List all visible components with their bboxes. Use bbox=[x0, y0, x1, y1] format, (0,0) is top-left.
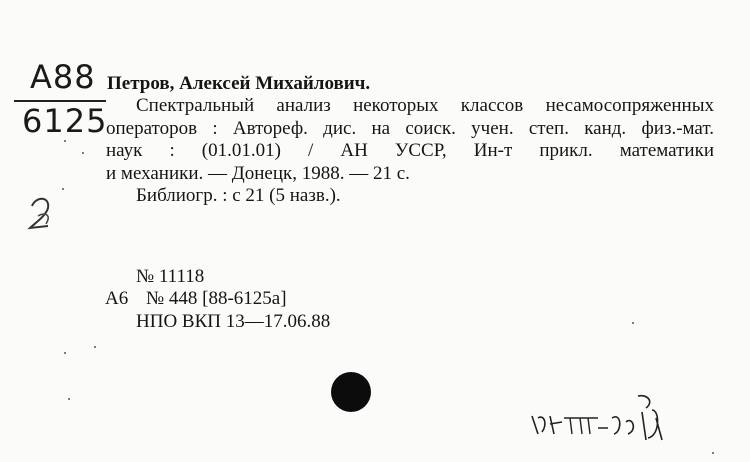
a6-entry: № 448 [88-6125а] bbox=[146, 288, 287, 309]
title-line-3: наук : (01.01.01) / АН УССР, Ин-т прикл. математики bbox=[106, 140, 714, 161]
shelf-mark-top: A88 bbox=[30, 58, 96, 96]
speck bbox=[712, 452, 714, 454]
speck bbox=[94, 346, 96, 348]
title-line-2: операторов : Автореф. дис. на соиск. учен. степ. канд. физ.-мат. bbox=[106, 118, 714, 139]
speck bbox=[82, 152, 84, 154]
speck bbox=[64, 140, 66, 142]
title-line-1: Спектральный анализ некоторых классов несамосопряженных bbox=[136, 95, 714, 116]
registry-number: № 11118 bbox=[136, 266, 205, 287]
speck bbox=[64, 352, 66, 354]
a6-label: А6 bbox=[105, 288, 129, 309]
speck bbox=[632, 322, 634, 324]
npo-line: НПО ВКП 13—17.06.88 bbox=[136, 311, 331, 332]
handwritten-number bbox=[26, 194, 66, 234]
handwritten-signature bbox=[528, 388, 668, 444]
title-line-4: и механики. — Донецк, 1988. — 21 с. bbox=[106, 163, 410, 184]
ink-blot bbox=[331, 372, 371, 412]
speck bbox=[62, 188, 64, 190]
speck bbox=[68, 398, 70, 400]
author-heading: Петров, Алексей Михайлович. bbox=[107, 73, 371, 94]
shelf-mark-bottom: 6125 bbox=[22, 102, 108, 140]
bibliography-line: Библиогр. : с 21 (5 назв.). bbox=[136, 185, 341, 206]
